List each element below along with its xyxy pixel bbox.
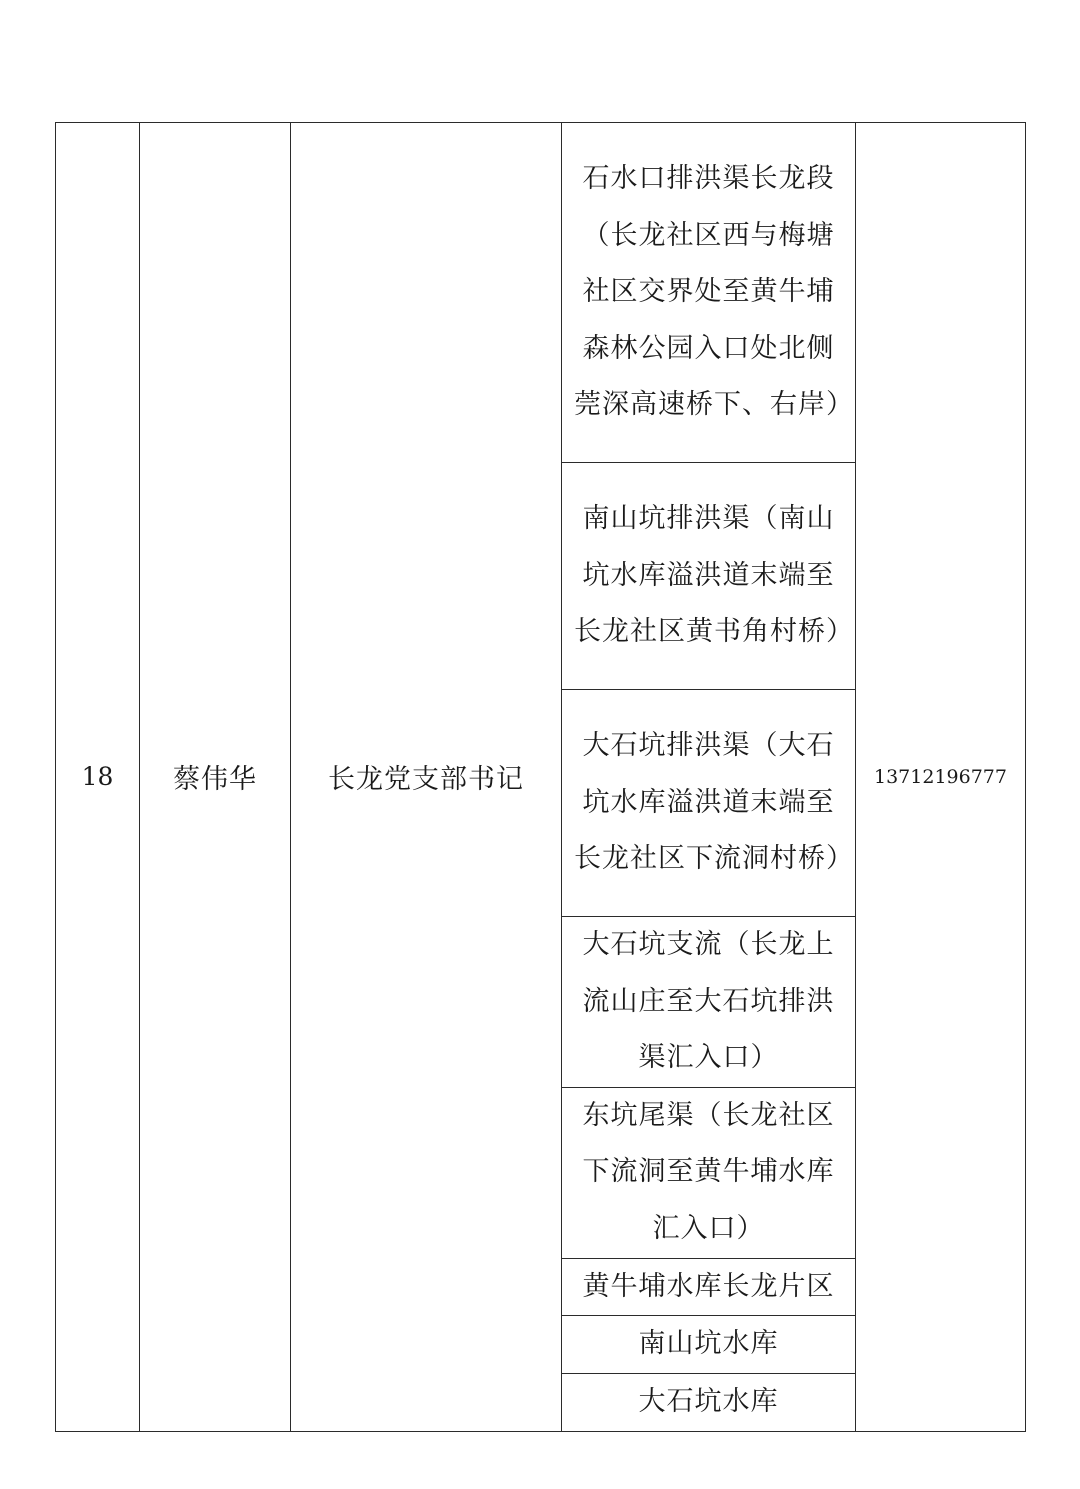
river-segment: 大石坑排洪渠（大石坑水库溢洪道末端至长龙社区下流洞村桥） bbox=[562, 690, 856, 917]
chief-position: 长龙党支部书记 bbox=[291, 123, 562, 1432]
river-segment: 南山坑排洪渠（南山坑水库溢洪道末端至长龙社区黄书角村桥） bbox=[562, 463, 856, 690]
river-segment: 大石坑支流（长龙上流山庄至大石坑排洪渠汇入口） bbox=[562, 917, 856, 1088]
river-segment: 东坑尾渠（长龙社区下流洞至黄牛埔水库汇入口） bbox=[562, 1087, 856, 1258]
river-segment: 大石坑水库 bbox=[562, 1373, 856, 1431]
contact-phone: 13712196777 bbox=[856, 123, 1026, 1432]
chief-name: 蔡伟华 bbox=[140, 123, 291, 1432]
river-segment: 南山坑水库 bbox=[562, 1316, 856, 1374]
river-segment: 石水口排洪渠长龙段（长龙社区西与梅塘社区交界处至黄牛埔森林公园入口处北侧莞深高速桥下、右岸） bbox=[562, 123, 856, 463]
river-segment: 黄牛埔水库长龙片区 bbox=[562, 1258, 856, 1316]
river-chief-table bbox=[55, 122, 1026, 1432]
row-number: 18 bbox=[56, 123, 140, 1432]
table-row bbox=[56, 123, 1026, 463]
